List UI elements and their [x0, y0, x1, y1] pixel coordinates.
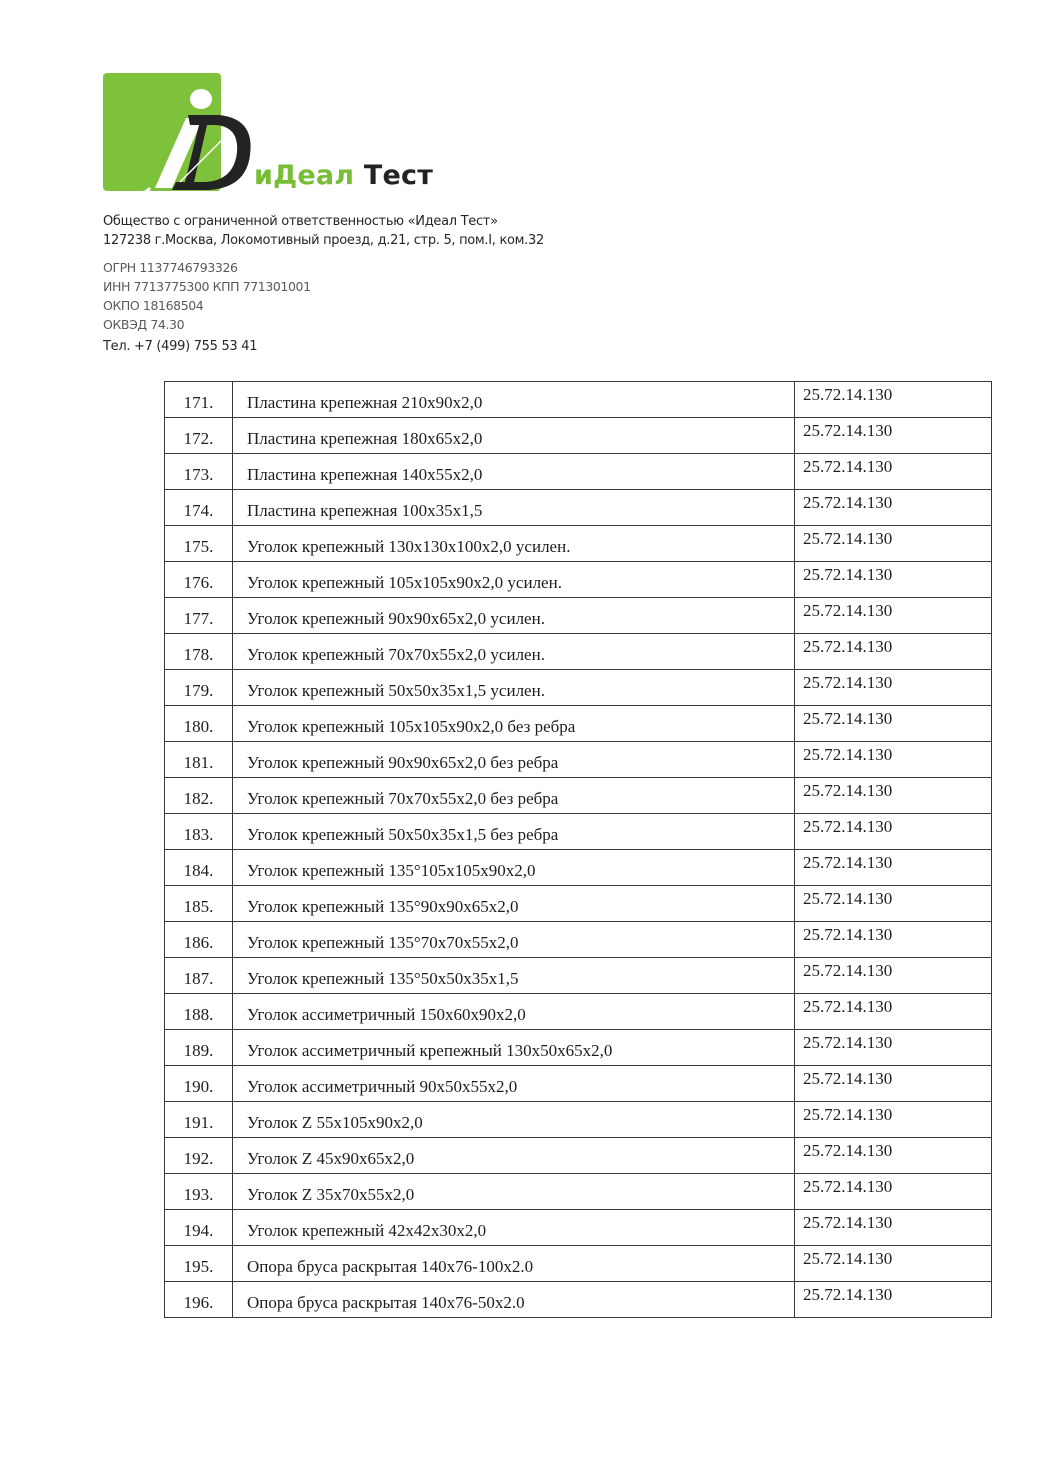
row-number: 196. — [165, 1282, 233, 1318]
row-number: 184. — [165, 850, 233, 886]
row-number: 176. — [165, 562, 233, 598]
product-name: Уголок ассиметричный крепежный 130х50х65х2,0 — [233, 1030, 795, 1066]
product-name: Уголок ассиметричный 150х60х90х2,0 — [233, 994, 795, 1030]
product-name: Уголок крепежный 105х105х90х2,0 усилен. — [233, 562, 795, 598]
product-code: 25.72.14.130 — [795, 1210, 992, 1246]
product-name: Уголок крепежный 90х90х65х2,0 усилен. — [233, 598, 795, 634]
products-table-body — [165, 382, 992, 1318]
table-row — [165, 706, 992, 742]
product-code: 25.72.14.130 — [795, 490, 992, 526]
product-name: Уголок ассиметричный 90х50х55х2,0 — [233, 1066, 795, 1102]
product-name: Уголок крепежный 135°90х90х65х2,0 — [233, 886, 795, 922]
table-row — [165, 418, 992, 454]
product-name: Уголок Z 45х90х65х2,0 — [233, 1138, 795, 1174]
row-number: 194. — [165, 1210, 233, 1246]
product-name: Уголок крепежный 105х105х90х2,0 без ребра — [233, 706, 795, 742]
table-row — [165, 490, 992, 526]
product-code: 25.72.14.130 — [795, 706, 992, 742]
inn-kpp: ИНН 7713775300 КПП 771301001 — [103, 279, 311, 294]
product-code: 25.72.14.130 — [795, 382, 992, 418]
row-number: 193. — [165, 1174, 233, 1210]
product-code: 25.72.14.130 — [795, 1030, 992, 1066]
registration-info — [103, 258, 311, 334]
table-row — [165, 742, 992, 778]
product-code: 25.72.14.130 — [795, 670, 992, 706]
table-row — [165, 814, 992, 850]
company-full-name: Общество с ограниченной ответственностью «Идеал Тест» — [103, 214, 498, 229]
table-row — [165, 1030, 992, 1066]
product-name: Уголок крепежный 50х50х35х1,5 усилен. — [233, 670, 795, 706]
okved: ОКВЭД 74.30 — [103, 317, 185, 332]
table-row — [165, 994, 992, 1030]
product-code: 25.72.14.130 — [795, 994, 992, 1030]
product-name: Уголок Z 55х105х90х2,0 — [233, 1102, 795, 1138]
table-row — [165, 670, 992, 706]
row-number: 178. — [165, 634, 233, 670]
product-name: Уголок крепежный 50х50х35х1,5 без ребра — [233, 814, 795, 850]
table-row — [165, 562, 992, 598]
row-number: 171. — [165, 382, 233, 418]
brand-name-part2: Тест — [363, 160, 434, 191]
product-code: 25.72.14.130 — [795, 778, 992, 814]
product-code: 25.72.14.130 — [795, 634, 992, 670]
company-address: 127238 г.Москва, Локомотивный проезд, д.21, стр. 5, пом.I, ком.32 — [103, 233, 544, 248]
product-name: Уголок крепежный 135°70х70х55х2,0 — [233, 922, 795, 958]
table-row — [165, 1246, 992, 1282]
product-code: 25.72.14.130 — [795, 562, 992, 598]
row-number: 191. — [165, 1102, 233, 1138]
product-name: Пластина крепежная 180х65х2,0 — [233, 418, 795, 454]
ogrn: ОГРН 1137746793326 — [103, 260, 238, 275]
table-row — [165, 454, 992, 490]
row-number: 182. — [165, 778, 233, 814]
product-name: Опора бруса раскрытая 140х76-100х2.0 — [233, 1246, 795, 1282]
product-code: 25.72.14.130 — [795, 1102, 992, 1138]
phone: Тел. +7 (499) 755 53 41 — [103, 339, 258, 354]
row-number: 187. — [165, 958, 233, 994]
product-name: Пластина крепежная 100х35х1,5 — [233, 490, 795, 526]
row-number: 174. — [165, 490, 233, 526]
table-row — [165, 1282, 992, 1318]
table-row — [165, 850, 992, 886]
row-number: 185. — [165, 886, 233, 922]
product-code: 25.72.14.130 — [795, 922, 992, 958]
product-code: 25.72.14.130 — [795, 850, 992, 886]
product-code: 25.72.14.130 — [795, 958, 992, 994]
table-row — [165, 886, 992, 922]
products-table — [164, 381, 992, 1318]
product-code: 25.72.14.130 — [795, 454, 992, 490]
brand-name — [254, 160, 433, 191]
product-code: 25.72.14.130 — [795, 1174, 992, 1210]
product-code: 25.72.14.130 — [795, 742, 992, 778]
row-number: 183. — [165, 814, 233, 850]
table-row — [165, 382, 992, 418]
product-name: Уголок крепежный 90х90х65х2,0 без ребра — [233, 742, 795, 778]
product-code: 25.72.14.130 — [795, 526, 992, 562]
row-number: 180. — [165, 706, 233, 742]
row-number: 192. — [165, 1138, 233, 1174]
row-number: 177. — [165, 598, 233, 634]
row-number: 195. — [165, 1246, 233, 1282]
row-number: 189. — [165, 1030, 233, 1066]
table-row — [165, 1210, 992, 1246]
brand-name-part1: иДеал — [254, 160, 355, 191]
product-name: Уголок крепежный 70х70х55х2,0 усилен. — [233, 634, 795, 670]
product-name: Уголок крепежный 130х130х100х2,0 усилен. — [233, 526, 795, 562]
table-row — [165, 526, 992, 562]
product-code: 25.72.14.130 — [795, 418, 992, 454]
table-row — [165, 1066, 992, 1102]
row-number: 186. — [165, 922, 233, 958]
company-logo — [100, 70, 260, 200]
row-number: 190. — [165, 1066, 233, 1102]
company-info — [103, 212, 544, 250]
product-name: Уголок крепежный 135°105х105х90х2,0 — [233, 850, 795, 886]
product-name: Пластина крепежная 210х90х2,0 — [233, 382, 795, 418]
table-row — [165, 958, 992, 994]
table-row — [165, 634, 992, 670]
row-number: 173. — [165, 454, 233, 490]
row-number: 181. — [165, 742, 233, 778]
okpo: ОКПО 18168504 — [103, 298, 204, 313]
product-code: 25.72.14.130 — [795, 598, 992, 634]
table-row — [165, 1174, 992, 1210]
product-code: 25.72.14.130 — [795, 1282, 992, 1318]
table-row — [165, 1102, 992, 1138]
product-code: 25.72.14.130 — [795, 1246, 992, 1282]
row-number: 172. — [165, 418, 233, 454]
product-name: Опора бруса раскрытая 140х76-50х2.0 — [233, 1282, 795, 1318]
table-row — [165, 922, 992, 958]
product-code: 25.72.14.130 — [795, 1066, 992, 1102]
product-name: Пластина крепежная 140х55х2,0 — [233, 454, 795, 490]
table-row — [165, 1138, 992, 1174]
product-code: 25.72.14.130 — [795, 814, 992, 850]
row-number: 188. — [165, 994, 233, 1030]
row-number: 175. — [165, 526, 233, 562]
table-row — [165, 598, 992, 634]
row-number: 179. — [165, 670, 233, 706]
product-name: Уголок крепежный 70х70х55х2,0 без ребра — [233, 778, 795, 814]
product-name: Уголок крепежный 135°50х50х35х1,5 — [233, 958, 795, 994]
product-name: Уголок крепежный 42х42х30х2,0 — [233, 1210, 795, 1246]
product-name: Уголок Z 35х70х55х2,0 — [233, 1174, 795, 1210]
table-row — [165, 778, 992, 814]
product-code: 25.72.14.130 — [795, 886, 992, 922]
product-code: 25.72.14.130 — [795, 1138, 992, 1174]
